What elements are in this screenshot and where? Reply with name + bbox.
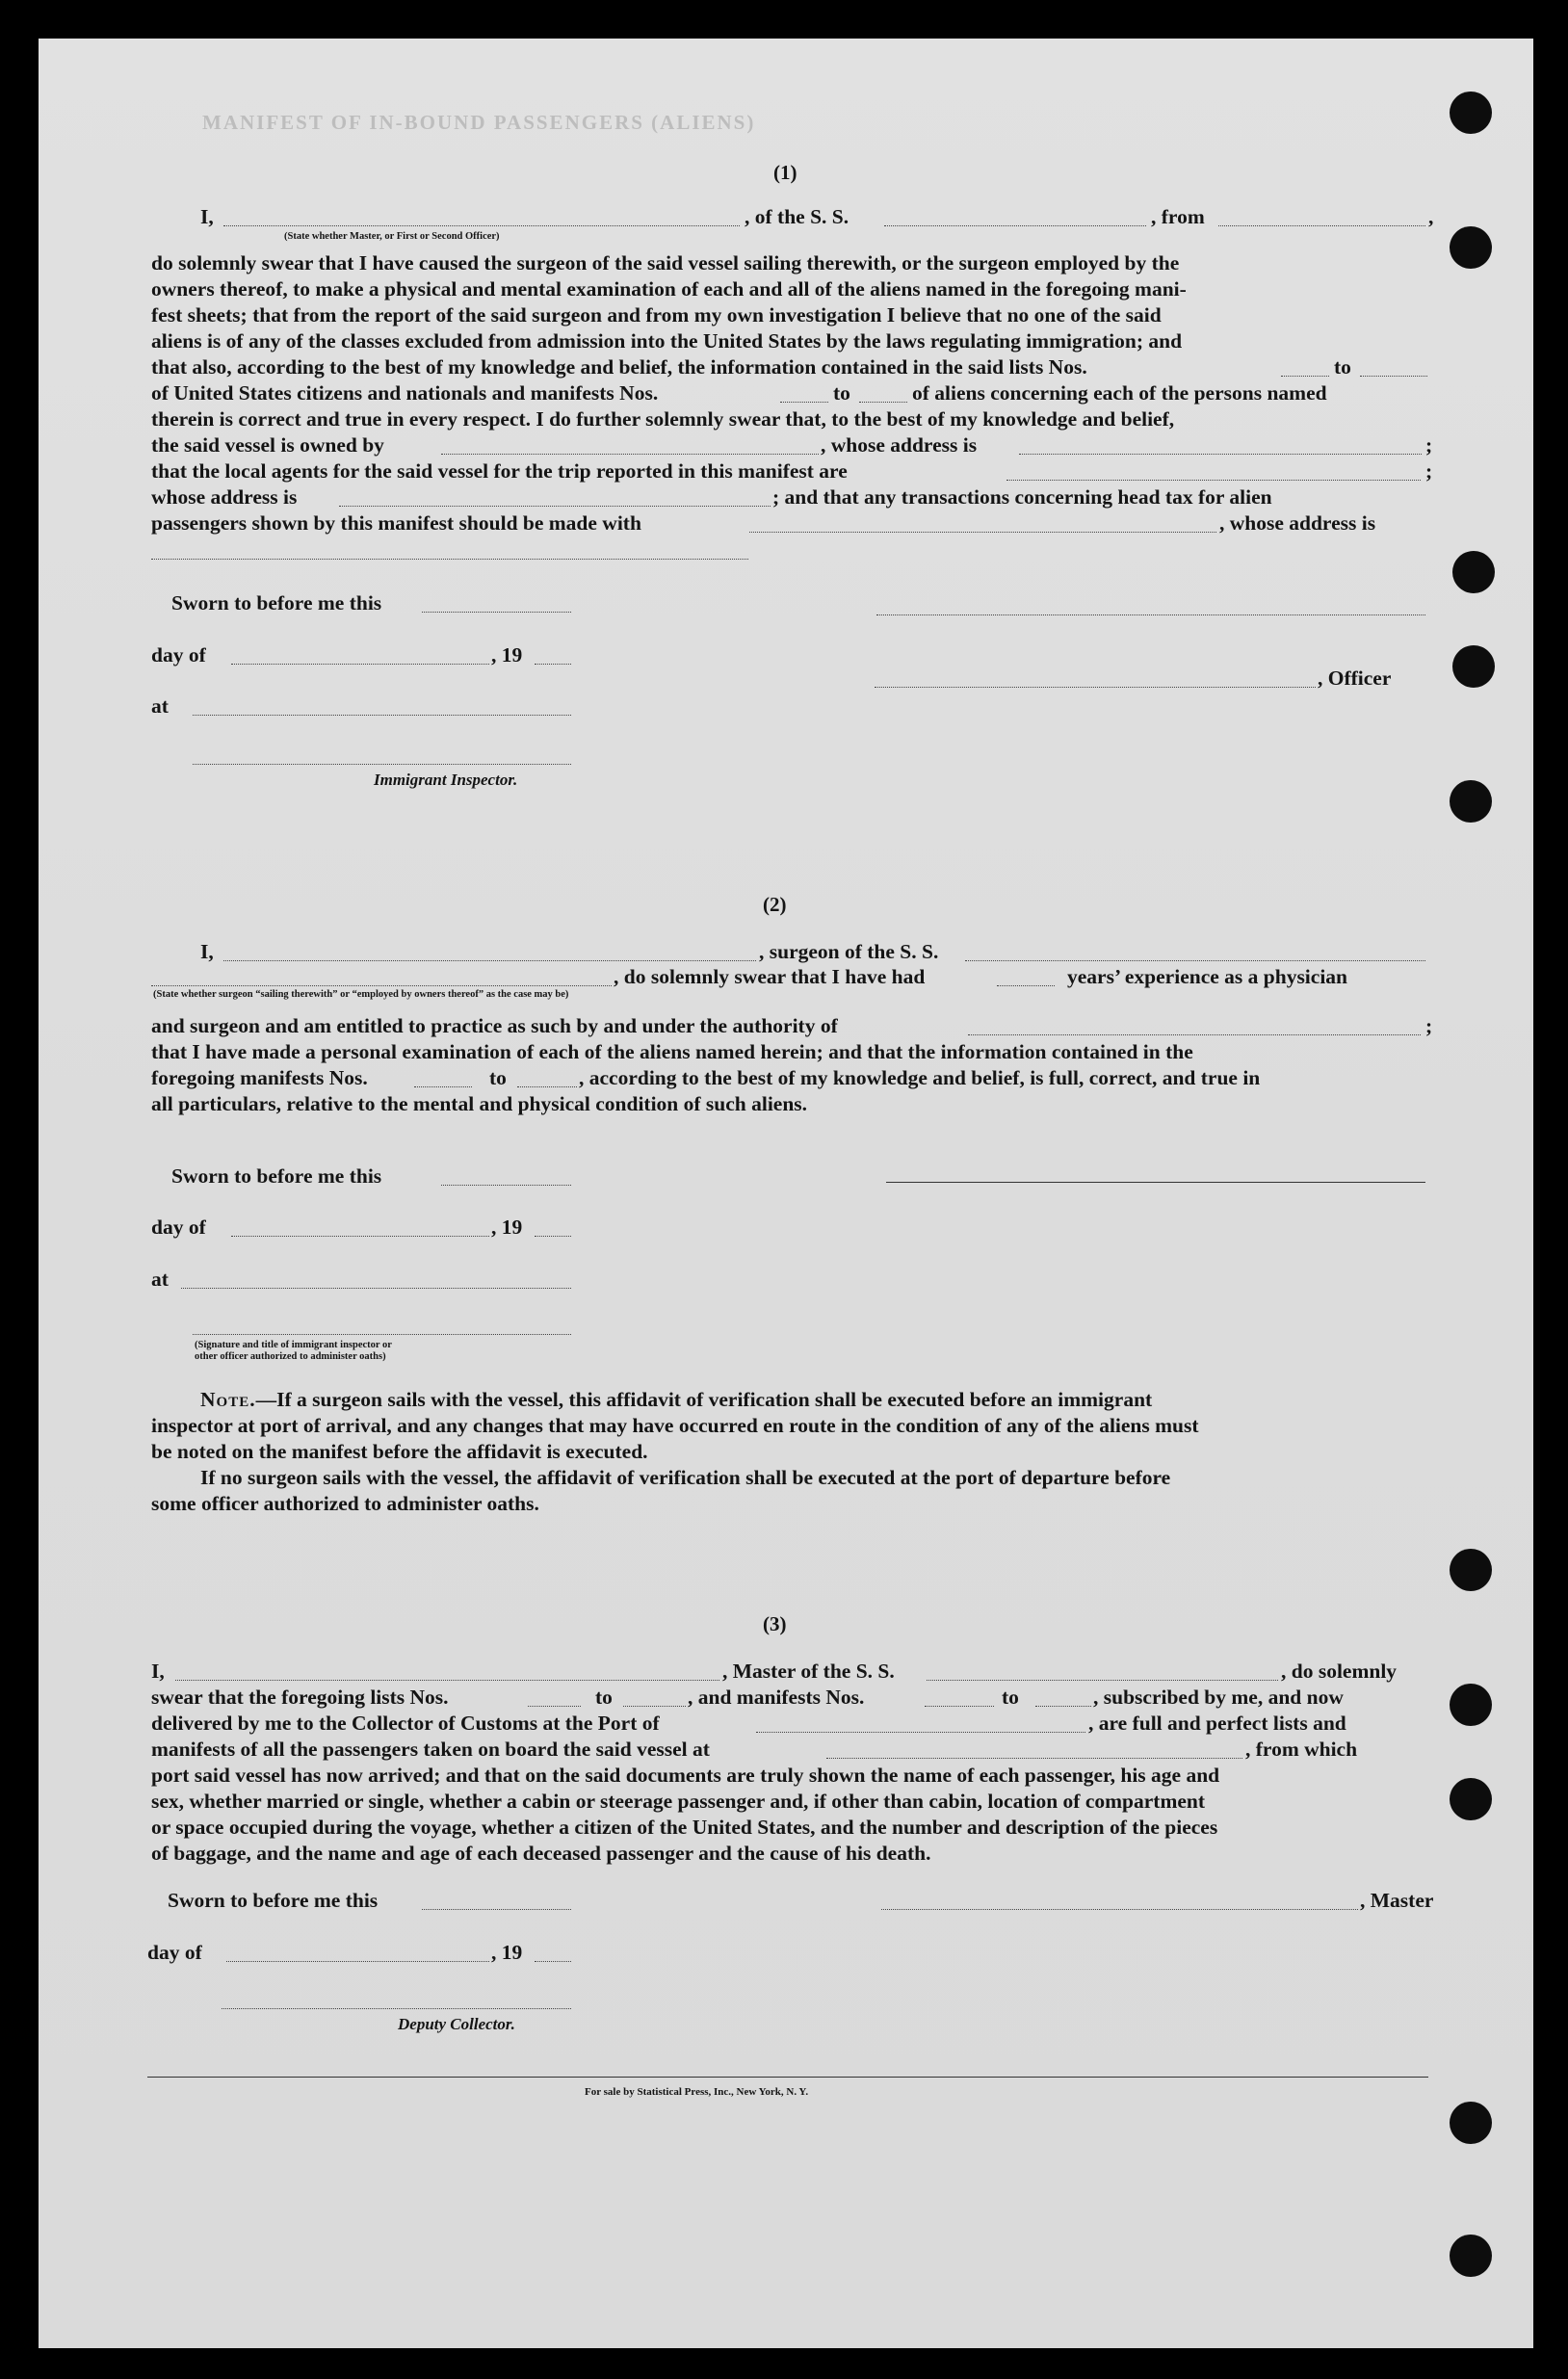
s3-sworn-date-field[interactable]	[422, 1909, 571, 1910]
s1-citizens-text: of United States citizens and nationals and manifests Nos.	[151, 381, 659, 405]
punch-hole	[1450, 92, 1492, 134]
punch-hole	[1452, 645, 1495, 688]
s2-according-text: , according to the best of my knowledge and belief, is full, correct, and true in	[579, 1066, 1261, 1089]
s1-manifests-to-field[interactable]	[859, 402, 907, 403]
s1-at-label: at	[151, 694, 169, 718]
manifest-page	[39, 39, 1533, 2348]
s1-to-label: to	[1334, 355, 1351, 379]
s2-surgeon-name-field[interactable]	[223, 960, 756, 961]
s1-from-port-field[interactable]	[1218, 225, 1425, 226]
s2-at-place-field[interactable]	[181, 1288, 571, 1289]
s3-year-field[interactable]	[535, 1961, 571, 1962]
s3-master-signature-field[interactable]	[881, 1909, 1358, 1910]
s1-to2-label: to	[833, 381, 850, 405]
s2-ship-name-field[interactable]	[965, 960, 1425, 961]
s1-whose-address-label: , whose address is	[1219, 511, 1376, 535]
s2-foregoing-text: foregoing manifests Nos.	[151, 1066, 368, 1089]
s2-inspector-signature-field[interactable]	[193, 1334, 571, 1335]
s2-exam-text: that I have made a personal examination of each of the aliens named herein; and that the information contained in the	[151, 1040, 1193, 1063]
s3-text-line: or space occupied during the voyage, whether a citizen of the United States, and the number and description of the pieces	[151, 1816, 1218, 1839]
note-line-1: —If a surgeon sails with the vessel, this affidavit of verification shall be executed before an immigrant	[255, 1388, 1153, 1411]
s2-years-field[interactable]	[997, 985, 1055, 986]
footer-rule	[147, 2077, 1428, 2078]
s3-month-field[interactable]	[226, 1961, 489, 1962]
s1-agents-text: that the local agents for the said vessel for the trip reported in this manifest are	[151, 459, 848, 483]
s1-owned-text: the said vessel is owned by	[151, 433, 384, 457]
s1-of-ss-label: , of the S. S.	[745, 205, 849, 228]
s3-text-line: of baggage, and the name and age of each deceased passenger and the cause of his death.	[151, 1842, 931, 1865]
s1-master-note: (State whether Master, or First or Second Officer)	[284, 231, 500, 242]
s2-authority-field[interactable]	[968, 1034, 1421, 1035]
s3-delivered-text: delivered by me to the Collector of Customs at the Port of	[151, 1712, 660, 1735]
s2-i-label: I,	[200, 940, 214, 963]
s1-owner-field[interactable]	[441, 454, 819, 455]
s3-master-sig-label: , Master	[1360, 1889, 1434, 1912]
s1-head-tax-text: ; and that any transactions concerning head tax for alien	[772, 485, 1272, 509]
s2-surgeon-label: , surgeon of the S. S.	[759, 940, 939, 963]
s2-signature-note: (Signature and title of immigrant inspector or	[195, 1340, 392, 1350]
s1-agents-address-field[interactable]	[339, 506, 771, 507]
s1-from-label: , from	[1151, 205, 1205, 228]
s2-sworn-date-field[interactable]	[441, 1185, 571, 1186]
s3-text-line: sex, whether married or single, whether a cabin or steerage passenger and, if other than cabin, location of compartment	[151, 1790, 1206, 1813]
section-1-heading: (1)	[773, 161, 797, 184]
s3-lists-from-field[interactable]	[528, 1706, 581, 1707]
s2-surgeon-note: (State whether surgeon “sailing therewith” or “employed by owners thereof” as the case may be)	[153, 989, 569, 1000]
s3-to2-label: to	[1002, 1686, 1019, 1709]
s1-also-text: that also, according to the best of my knowledge and belief, the information contained in the said lists Nos.	[151, 355, 1087, 379]
note-text-line: If no surgeon sails with the vessel, the affidavit of verification shall be executed at the port of departure before	[200, 1466, 1171, 1489]
s1-text-line: owners thereof, to make a physical and mental examination of each and all of the aliens named in the foregoing mani-	[151, 277, 1187, 301]
note-label: Note.	[200, 1388, 256, 1411]
s2-manifests-to-field[interactable]	[517, 1086, 577, 1087]
punch-hole	[1450, 226, 1492, 269]
s3-from-which-text: , from which	[1245, 1738, 1358, 1761]
s3-lists-to-field[interactable]	[623, 1706, 686, 1707]
s3-swear-text: swear that the foregoing lists Nos.	[151, 1686, 449, 1709]
s3-boarding-port-field[interactable]	[826, 1758, 1242, 1759]
punch-hole	[1452, 551, 1495, 593]
s1-text-line: fest sheets; that from the report of the said surgeon and from my own investigation I believe that no one of the said	[151, 303, 1162, 327]
s1-lists-from-field[interactable]	[1281, 376, 1329, 377]
s3-i-label: I,	[151, 1660, 165, 1683]
s1-aliens-concerning-text: of aliens concerning each of the persons named	[912, 381, 1327, 405]
punch-hole	[1450, 2235, 1492, 2277]
s2-particulars-text: all particulars, relative to the mental and physical condition of such aliens.	[151, 1092, 808, 1115]
s3-day-of-label: day of	[147, 1941, 202, 1964]
s2-surgeon-type-field[interactable]	[151, 985, 612, 986]
s2-year-field[interactable]	[535, 1236, 571, 1237]
s1-whose-address-label: whose address is	[151, 485, 298, 509]
s1-passengers-text: passengers shown by this manifest should be made with	[151, 511, 641, 535]
s3-manifests-from-field[interactable]	[925, 1706, 994, 1707]
s1-at-place-field[interactable]	[193, 715, 571, 716]
s1-semicolon: ;	[1425, 459, 1433, 483]
footer-imprint: For sale by Statistical Press, Inc., New York, N. Y.	[585, 2086, 809, 2098]
s3-deputy-signature-field[interactable]	[222, 2008, 571, 2009]
punch-hole	[1450, 1778, 1492, 1820]
s1-day-of-label: day of	[151, 643, 206, 667]
s2-years-text: years’ experience as a physician	[1067, 965, 1348, 988]
s1-lists-to-field[interactable]	[1360, 376, 1427, 377]
s3-manifests-all-text: manifests of all the passengers taken on board the said vessel at	[151, 1738, 710, 1761]
s3-year-label: , 19	[491, 1941, 523, 1964]
s1-comma: ,	[1428, 205, 1434, 228]
s3-full-text: , are full and perfect lists and	[1088, 1712, 1346, 1735]
note-text-line: some officer authorized to administer oaths.	[151, 1492, 539, 1515]
s3-to1-label: to	[595, 1686, 613, 1709]
s2-year-label: , 19	[491, 1216, 523, 1239]
s1-inspector-label: Immigrant Inspector.	[374, 771, 518, 789]
punch-hole	[1450, 780, 1492, 823]
s1-officer-signature-field[interactable]	[875, 687, 1316, 688]
s2-semicolon: ;	[1425, 1014, 1433, 1037]
s2-signature-field[interactable]	[886, 1182, 1425, 1183]
s3-master-name-field[interactable]	[175, 1680, 719, 1681]
s2-sworn-label: Sworn to before me this	[171, 1164, 382, 1188]
s1-i-label: I,	[200, 205, 214, 228]
s1-year-field[interactable]	[535, 664, 571, 665]
s1-semicolon: ;	[1425, 433, 1433, 457]
s3-solemnly-text: , do solemnly	[1281, 1660, 1398, 1683]
s2-swear-text: , do solemnly swear that I have had	[614, 965, 926, 988]
s1-inspector-signature-field[interactable]	[193, 764, 571, 765]
s1-head-tax-address-field[interactable]	[151, 559, 748, 560]
s2-to-label: to	[489, 1066, 507, 1089]
note-text-line: inspector at port of arrival, and any changes that may have occurred en route in the condition of any of the aliens must	[151, 1414, 1199, 1437]
s1-manifests-from-field[interactable]	[780, 402, 828, 403]
s2-signature-note: other officer authorized to administer oaths)	[195, 1351, 386, 1362]
s1-officer-name-field[interactable]	[223, 225, 740, 226]
s1-month-field[interactable]	[231, 664, 489, 665]
s2-authority-text: and surgeon and am entitled to practice as such by and under the authority of	[151, 1014, 838, 1037]
s3-subscribed-text: , subscribed by me, and now	[1093, 1686, 1344, 1709]
s1-therein-text: therein is correct and true in every respect. I do further solemnly swear that, to the best of my knowledge and belief,	[151, 407, 1175, 431]
punch-hole	[1450, 1684, 1492, 1726]
s1-year-label: , 19	[491, 643, 523, 667]
s1-sworn-date-field[interactable]	[422, 612, 571, 613]
s3-ship-name-field[interactable]	[927, 1680, 1278, 1681]
punch-hole	[1450, 2102, 1492, 2144]
s1-text-line: aliens is of any of the classes excluded from admission into the United States by the laws regulating immigration; and	[151, 329, 1183, 353]
s1-agents-field[interactable]	[1006, 480, 1421, 481]
s2-day-of-label: day of	[151, 1216, 206, 1239]
s3-deputy-label: Deputy Collector.	[398, 2015, 515, 2033]
s1-sworn-label: Sworn to before me this	[171, 591, 382, 614]
s2-month-field[interactable]	[231, 1236, 489, 1237]
s1-head-tax-party-field[interactable]	[749, 532, 1216, 533]
note-text-line: be noted on the manifest before the affidavit is executed.	[151, 1440, 648, 1463]
s1-signature-field[interactable]	[876, 614, 1425, 615]
section-3-heading: (3)	[763, 1612, 787, 1635]
s1-ship-name-field[interactable]	[884, 225, 1146, 226]
punch-hole	[1450, 1549, 1492, 1591]
s3-manifests-to-field[interactable]	[1035, 1706, 1091, 1707]
s3-manifests-text: , and manifests Nos.	[688, 1686, 865, 1709]
s1-text-line: do solemnly swear that I have caused the surgeon of the said vessel sailing therewith, or the surgeon employed by the	[151, 251, 1180, 274]
s3-port-field[interactable]	[756, 1732, 1085, 1733]
s3-sworn-label: Sworn to before me this	[168, 1889, 379, 1912]
s2-manifests-from-field[interactable]	[414, 1086, 472, 1087]
s2-at-label: at	[151, 1268, 169, 1291]
s3-master-label: , Master of the S. S.	[722, 1660, 895, 1683]
section-2-heading: (2)	[763, 893, 787, 916]
s1-whose-address-label: , whose address is	[821, 433, 978, 457]
bleed-through-title: MANIFEST OF IN-BOUND PASSENGERS (ALIENS)	[202, 111, 756, 134]
note-text-line	[200, 1387, 1152, 1412]
s1-officer-label: , Officer	[1318, 667, 1392, 690]
s3-text-line: port said vessel has now arrived; and that on the said documents are truly shown the name of each passenger, his age and	[151, 1764, 1220, 1787]
s1-owner-address-field[interactable]	[1019, 454, 1422, 455]
